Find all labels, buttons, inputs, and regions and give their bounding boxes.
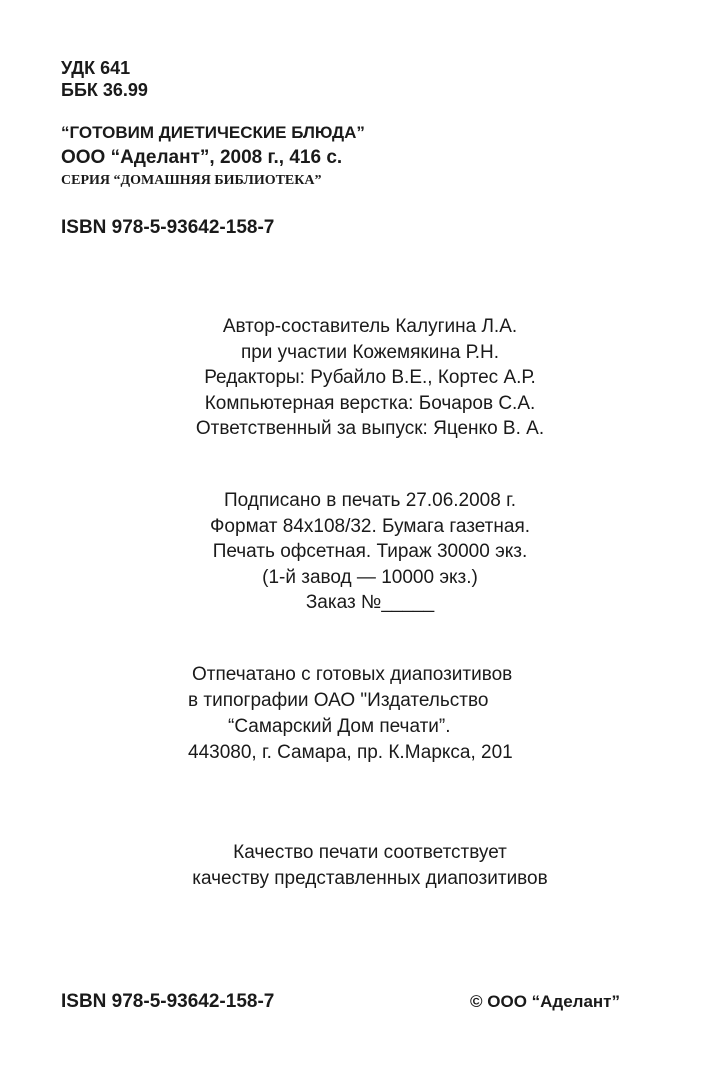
order-number: Заказ №_____ — [305, 592, 435, 613]
credit-responsible: Ответственный за выпуск: Яценко В. А. — [195, 418, 545, 439]
quality-line-1: Качество печати соответствует — [233, 842, 507, 863]
signed-date: Подписано в печать 27.06.2008 г. — [224, 490, 516, 511]
printing-line-2: в типографии ОАО "Издательство — [188, 690, 489, 711]
credit-editors: Редакторы: Рубайло В.Е., Кортес А.Р. — [204, 367, 536, 388]
quality-note — [0, 840, 709, 891]
print-run: Печать офсетная. Тираж 30000 экз. — [212, 541, 528, 562]
printing-address: 443080, г. Самара, пр. К.Маркса, 201 — [188, 742, 513, 763]
book-title: “ГОТОВИМ ДИЕТИЧЕСКИЕ БЛЮДА” — [61, 123, 365, 142]
credit-layout: Компьютерная верстка: Бочаров С.А. — [204, 392, 536, 414]
quality-line-2: качеству представленных диапозитивов — [192, 867, 548, 889]
first-batch: (1-й завод — 10000 экз.) — [262, 566, 478, 588]
bbk-code: ББК 36.99 — [61, 80, 148, 100]
udk-code: УДК 641 — [61, 58, 131, 78]
credit-participant: при участии Кожемякина Р.Н. — [240, 341, 500, 363]
isbn-top: ISBN 978-5-93642-158-7 — [61, 217, 275, 238]
copyright-notice: © ООО “Аделант” — [470, 992, 621, 1011]
publisher-line: ООО “Аделант”, 2008 г., 416 с. — [61, 147, 343, 168]
isbn-bottom: ISBN 978-5-93642-158-7 — [61, 991, 275, 1012]
printing-line-1: Отпечатано с готовых диапозитивов — [192, 664, 513, 685]
print-info-block — [0, 488, 709, 616]
credit-author: Автор-составитель Калугина Л.А. — [222, 316, 518, 337]
printing-house-block — [188, 662, 513, 766]
series-line: СЕРИЯ “ДОМАШНЯЯ БИБЛИОТЕКА” — [61, 173, 322, 188]
format-paper: Формат 84x108/32. Бумага газетная. — [209, 515, 531, 537]
printing-line-3: “Самарский Дом печати”. — [228, 716, 451, 737]
credits-block — [0, 314, 709, 442]
